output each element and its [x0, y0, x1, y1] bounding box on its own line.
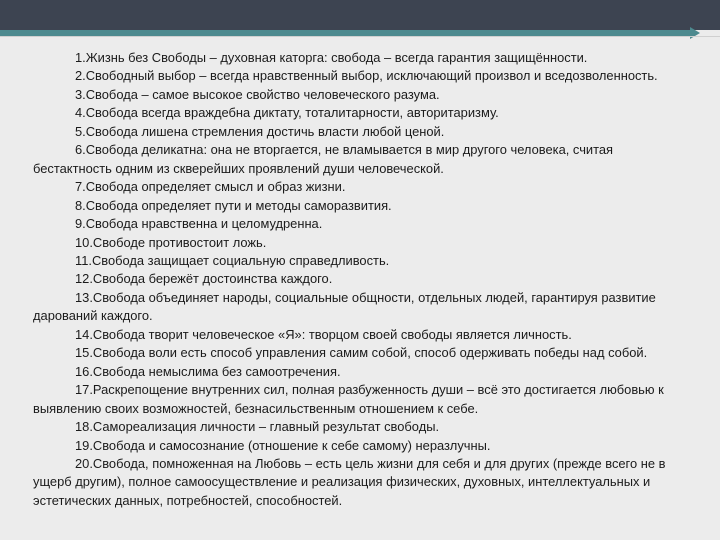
list-item: 10.Свободе противостоит ложь.	[75, 234, 267, 250]
list-item: 18.Самореализация личности – главный результат свободы.	[75, 419, 440, 435]
list-item: 17.Раскрепощение внутренних сил, полная разбуженность души – всё это достигается любовью к выявлению своих возможностей, безнасильственным отношением к себе.	[33, 382, 664, 416]
list-item: 8.Свобода определяет пути и методы саморазвития.	[75, 197, 392, 213]
list-item: 2.Свободный выбор – всегда нравственный выбор, исключающий произвол и вседозволенность.	[75, 68, 658, 84]
list-item: 4.Свобода всегда враждебна диктату, тоталитарности, авторитаризму.	[75, 105, 499, 121]
list-item: 16.Свобода немыслима без самоотречения.	[75, 363, 341, 379]
list-item: 5.Свобода лишена стремления достичь власти любой ценой.	[75, 123, 445, 139]
list-item: 15.Свобода воли есть способ управления самим собой, способ одерживать победы над собой.	[75, 345, 648, 361]
slide-text	[33, 49, 685, 510]
list-item: 14.Свобода творит человеческое «Я»: творцом своей свободы является личность.	[75, 326, 572, 342]
arrow-right-icon	[690, 27, 700, 39]
list-item: 11.Свобода защищает социальную справедливость.	[75, 252, 390, 268]
list-item: 12.Свобода бережёт достоинства каждого.	[75, 271, 333, 287]
list-item: 1.Жизнь без Свободы – духовная каторга: свобода – всегда гарантия защищённости.	[75, 50, 588, 65]
list-item: 13.Свобода объединяет народы, социальные общности, отдельных людей, гарантируя развитие дарований каждого.	[33, 289, 656, 324]
list-item: 20.Свобода, помноженная на Любовь – есть цель жизни для себя и для других (прежде всего не в ущерб другим), полное самоосуществление и реализация физических, духовных, интеллектуальных и эстетических данных, потребностей, способностей.	[33, 455, 666, 508]
divider	[0, 36, 720, 37]
list-item: 6.Свобода деликатна: она не вторгается, не вламывается в мир другого человека, считая бестактность одним из скверейших проявлений души человеческой.	[33, 142, 614, 176]
list-item: 3.Свобода – самое высокое свойство человеческого разума.	[75, 86, 440, 102]
list-item: 9.Свобода нравственна и целомудренна.	[75, 216, 323, 232]
list-item: 19.Свобода и самосознание (отношение к себе самому) неразлучны.	[75, 437, 491, 453]
header-bar	[0, 0, 720, 30]
list-item: 7.Свобода определяет смысл и образ жизни.	[75, 179, 346, 195]
